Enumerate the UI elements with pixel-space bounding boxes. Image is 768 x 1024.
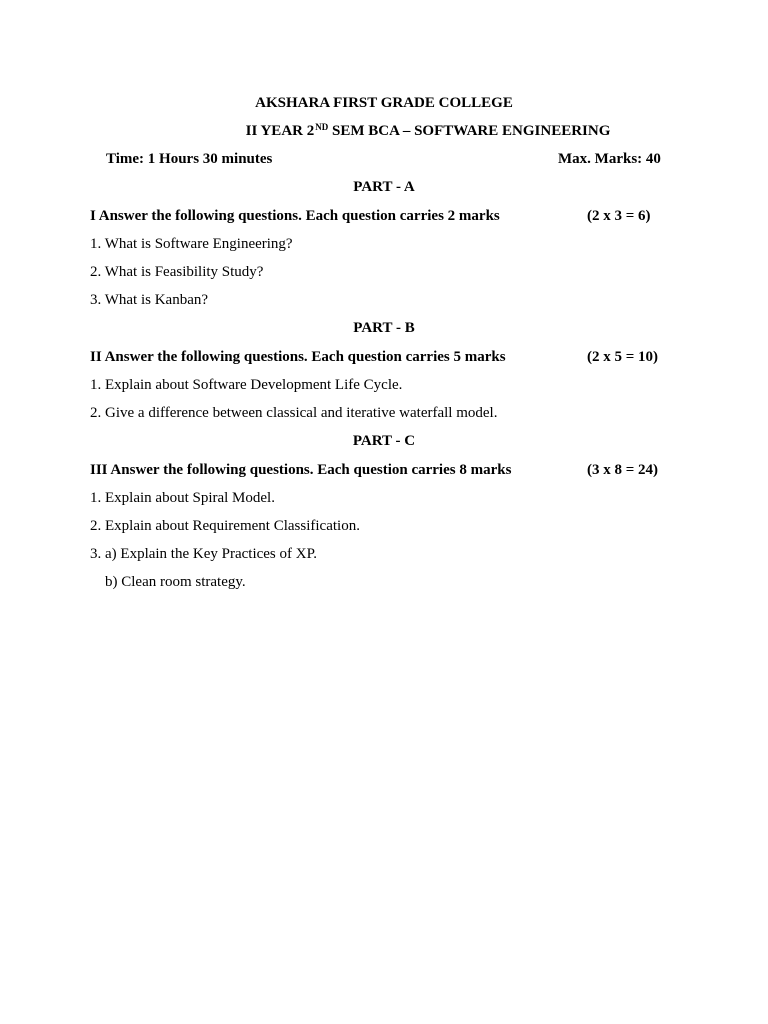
part-c-marks: (3 x 8 = 24) bbox=[587, 462, 659, 478]
part-a-question: 1. What is Software Engineering? bbox=[90, 236, 293, 252]
part-a-instruction: I Answer the following questions. Each question carries 2 marks bbox=[90, 208, 500, 224]
part-a-question: 3. What is Kanban? bbox=[90, 292, 209, 308]
part-c-question: 2. Explain about Requirement Classification. bbox=[90, 518, 360, 534]
part-b-question: 1. Explain about Software Development Life Cycle. bbox=[90, 377, 403, 393]
course-title bbox=[44, 122, 768, 140]
exam-time: Time: 1 Hours 30 minutes bbox=[106, 151, 273, 167]
part-a-marks: (2 x 3 = 6) bbox=[587, 208, 651, 224]
college-name: AKSHARA FIRST GRADE COLLEGE bbox=[255, 95, 513, 111]
part-c-title: PART - C bbox=[352, 433, 416, 449]
course-title-prefix: II YEAR 2 bbox=[245, 123, 315, 139]
course-title-suffix: SEM BCA – SOFTWARE ENGINEERING bbox=[328, 123, 611, 139]
part-c-subquestion: b) Clean room strategy. bbox=[105, 574, 246, 590]
part-b-marks: (2 x 5 = 10) bbox=[587, 349, 659, 365]
part-b-question: 2. Give a difference between classical and iterative waterfall model. bbox=[90, 405, 498, 421]
part-a-title: PART - A bbox=[353, 179, 415, 195]
part-b-instruction: II Answer the following questions. Each question carries 5 marks bbox=[90, 349, 506, 365]
part-b-title: PART - B bbox=[353, 320, 415, 336]
part-c-question: 1. Explain about Spiral Model. bbox=[90, 490, 275, 506]
part-a-question: 2. What is Feasibility Study? bbox=[90, 264, 264, 280]
course-title-superscript: ND bbox=[315, 122, 329, 132]
part-c-question: 3. a) Explain the Key Practices of XP. bbox=[90, 546, 318, 562]
part-c-instruction: III Answer the following questions. Each question carries 8 marks bbox=[90, 462, 512, 478]
max-marks: Max. Marks: 40 bbox=[558, 151, 661, 167]
